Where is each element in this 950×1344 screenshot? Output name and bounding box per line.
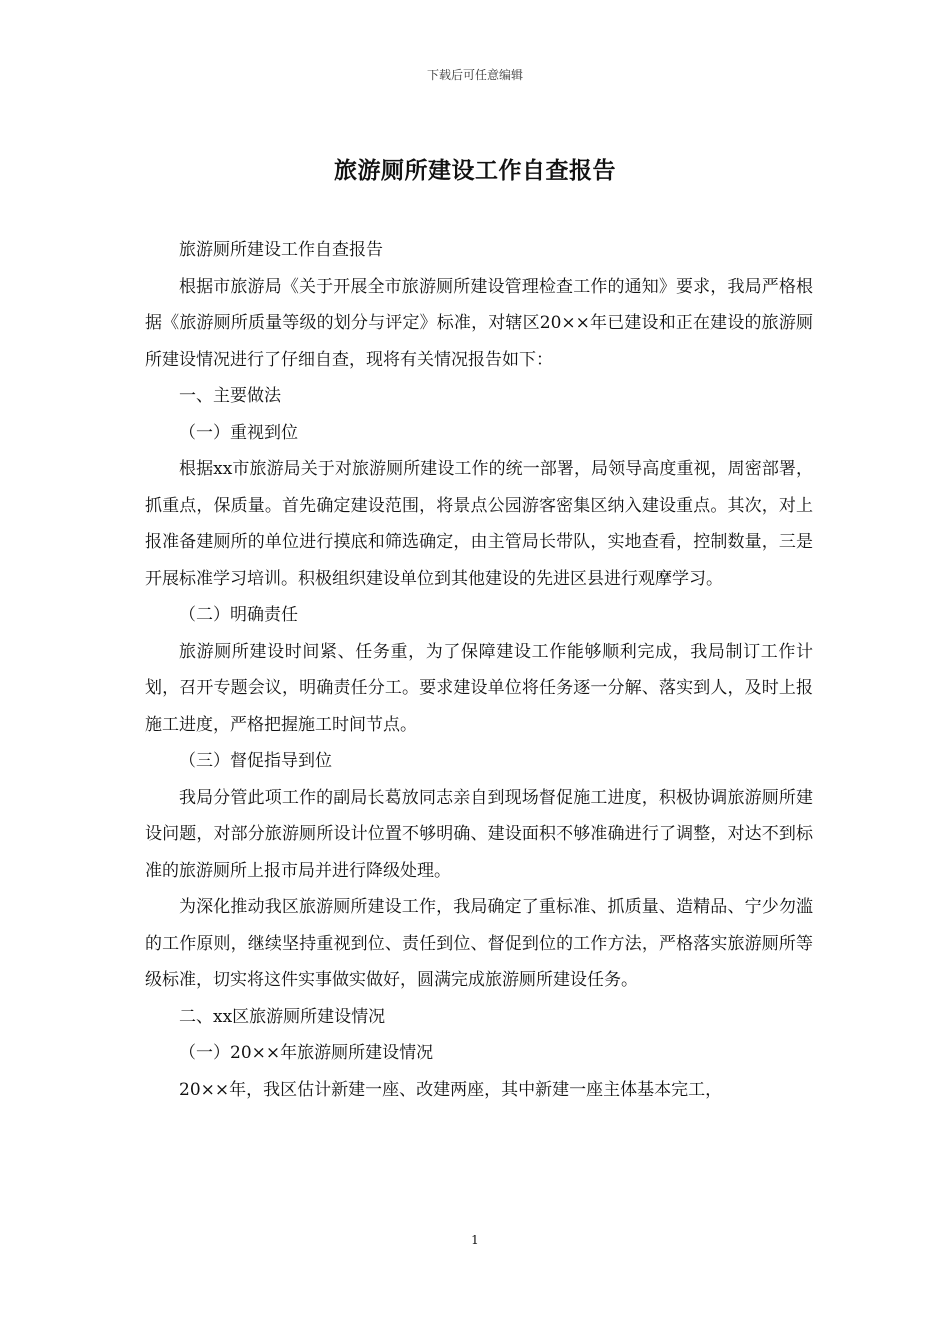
document-title: 旅游厕所建设工作自查报告	[334, 157, 616, 184]
paragraph-subtitle: 旅游厕所建设工作自查报告	[179, 240, 383, 260]
document-body	[145, 232, 813, 1108]
subsection-heading: （一）20××年旅游厕所建设情况	[179, 1043, 434, 1063]
paragraph: 我局分管此项工作的副局长葛放同志亲自到现场督促施工进度，积极协调旅游厕所建设问题，对部分旅游厕所设计位置不够明确、建设面积不够准确进行了调整，对达不到标准的旅游厕所上报市局并进行降级处理。	[145, 787, 813, 881]
section-heading: 二、xx区旅游厕所建设情况	[179, 1006, 386, 1027]
section-heading: 一、主要做法	[179, 386, 281, 406]
subsection-heading: （一）重视到位	[179, 422, 298, 443]
paragraph: 20××年，我区估计新建一座、改建两座，其中新建一座主体基本完工，	[179, 1079, 723, 1100]
subsection-heading: （三）督促指导到位	[179, 751, 332, 771]
paragraph: 根据xx市旅游局关于对旅游厕所建设工作的统一部署，局领导高度重视，周密部署，抓重点，保质量。首先确定建设范围，将景点公园游客密集区纳入建设重点。其次，对上报准备建厕所的单位进行摸底和筛选确定，由主管局长带队，实地查看，控制数量，三是开展标准学习培训。积极组织建设单位到其他建设的先进区县进行观摩学习。	[145, 459, 813, 589]
paragraph-intro: 根据市旅游局《关于开展全市旅游厕所建设管理检查工作的通知》要求，我局严格根据《旅游厕所质量等级的划分与评定》标准，对辖区20××年已建设和正在建设的旅游厕所建设情况进行了仔细自查，现将有关情况报告如下：	[145, 276, 813, 370]
subsection-heading: （二）明确责任	[179, 605, 298, 625]
paragraph: 为深化推动我区旅游厕所建设工作，我局确定了重标准、抓质量、造精品、宁少勿滥的工作原则，继续坚持重视到位、责任到位、督促到位的工作方法，严格落实旅游厕所等级标准，切实将这件实事做实做好，圆满完成旅游厕所建设任务。	[145, 897, 813, 990]
page-number: 1	[471, 1233, 479, 1247]
header-note: 下载后可任意编辑	[426, 68, 523, 82]
paragraph: 旅游厕所建设时间紧、任务重，为了保障建设工作能够顺利完成，我局制订工作计划，召开专题会议，明确责任分工。要求建设单位将任务逐一分解、落实到人，及时上报施工进度，严格把握施工时间节点。	[145, 641, 813, 735]
